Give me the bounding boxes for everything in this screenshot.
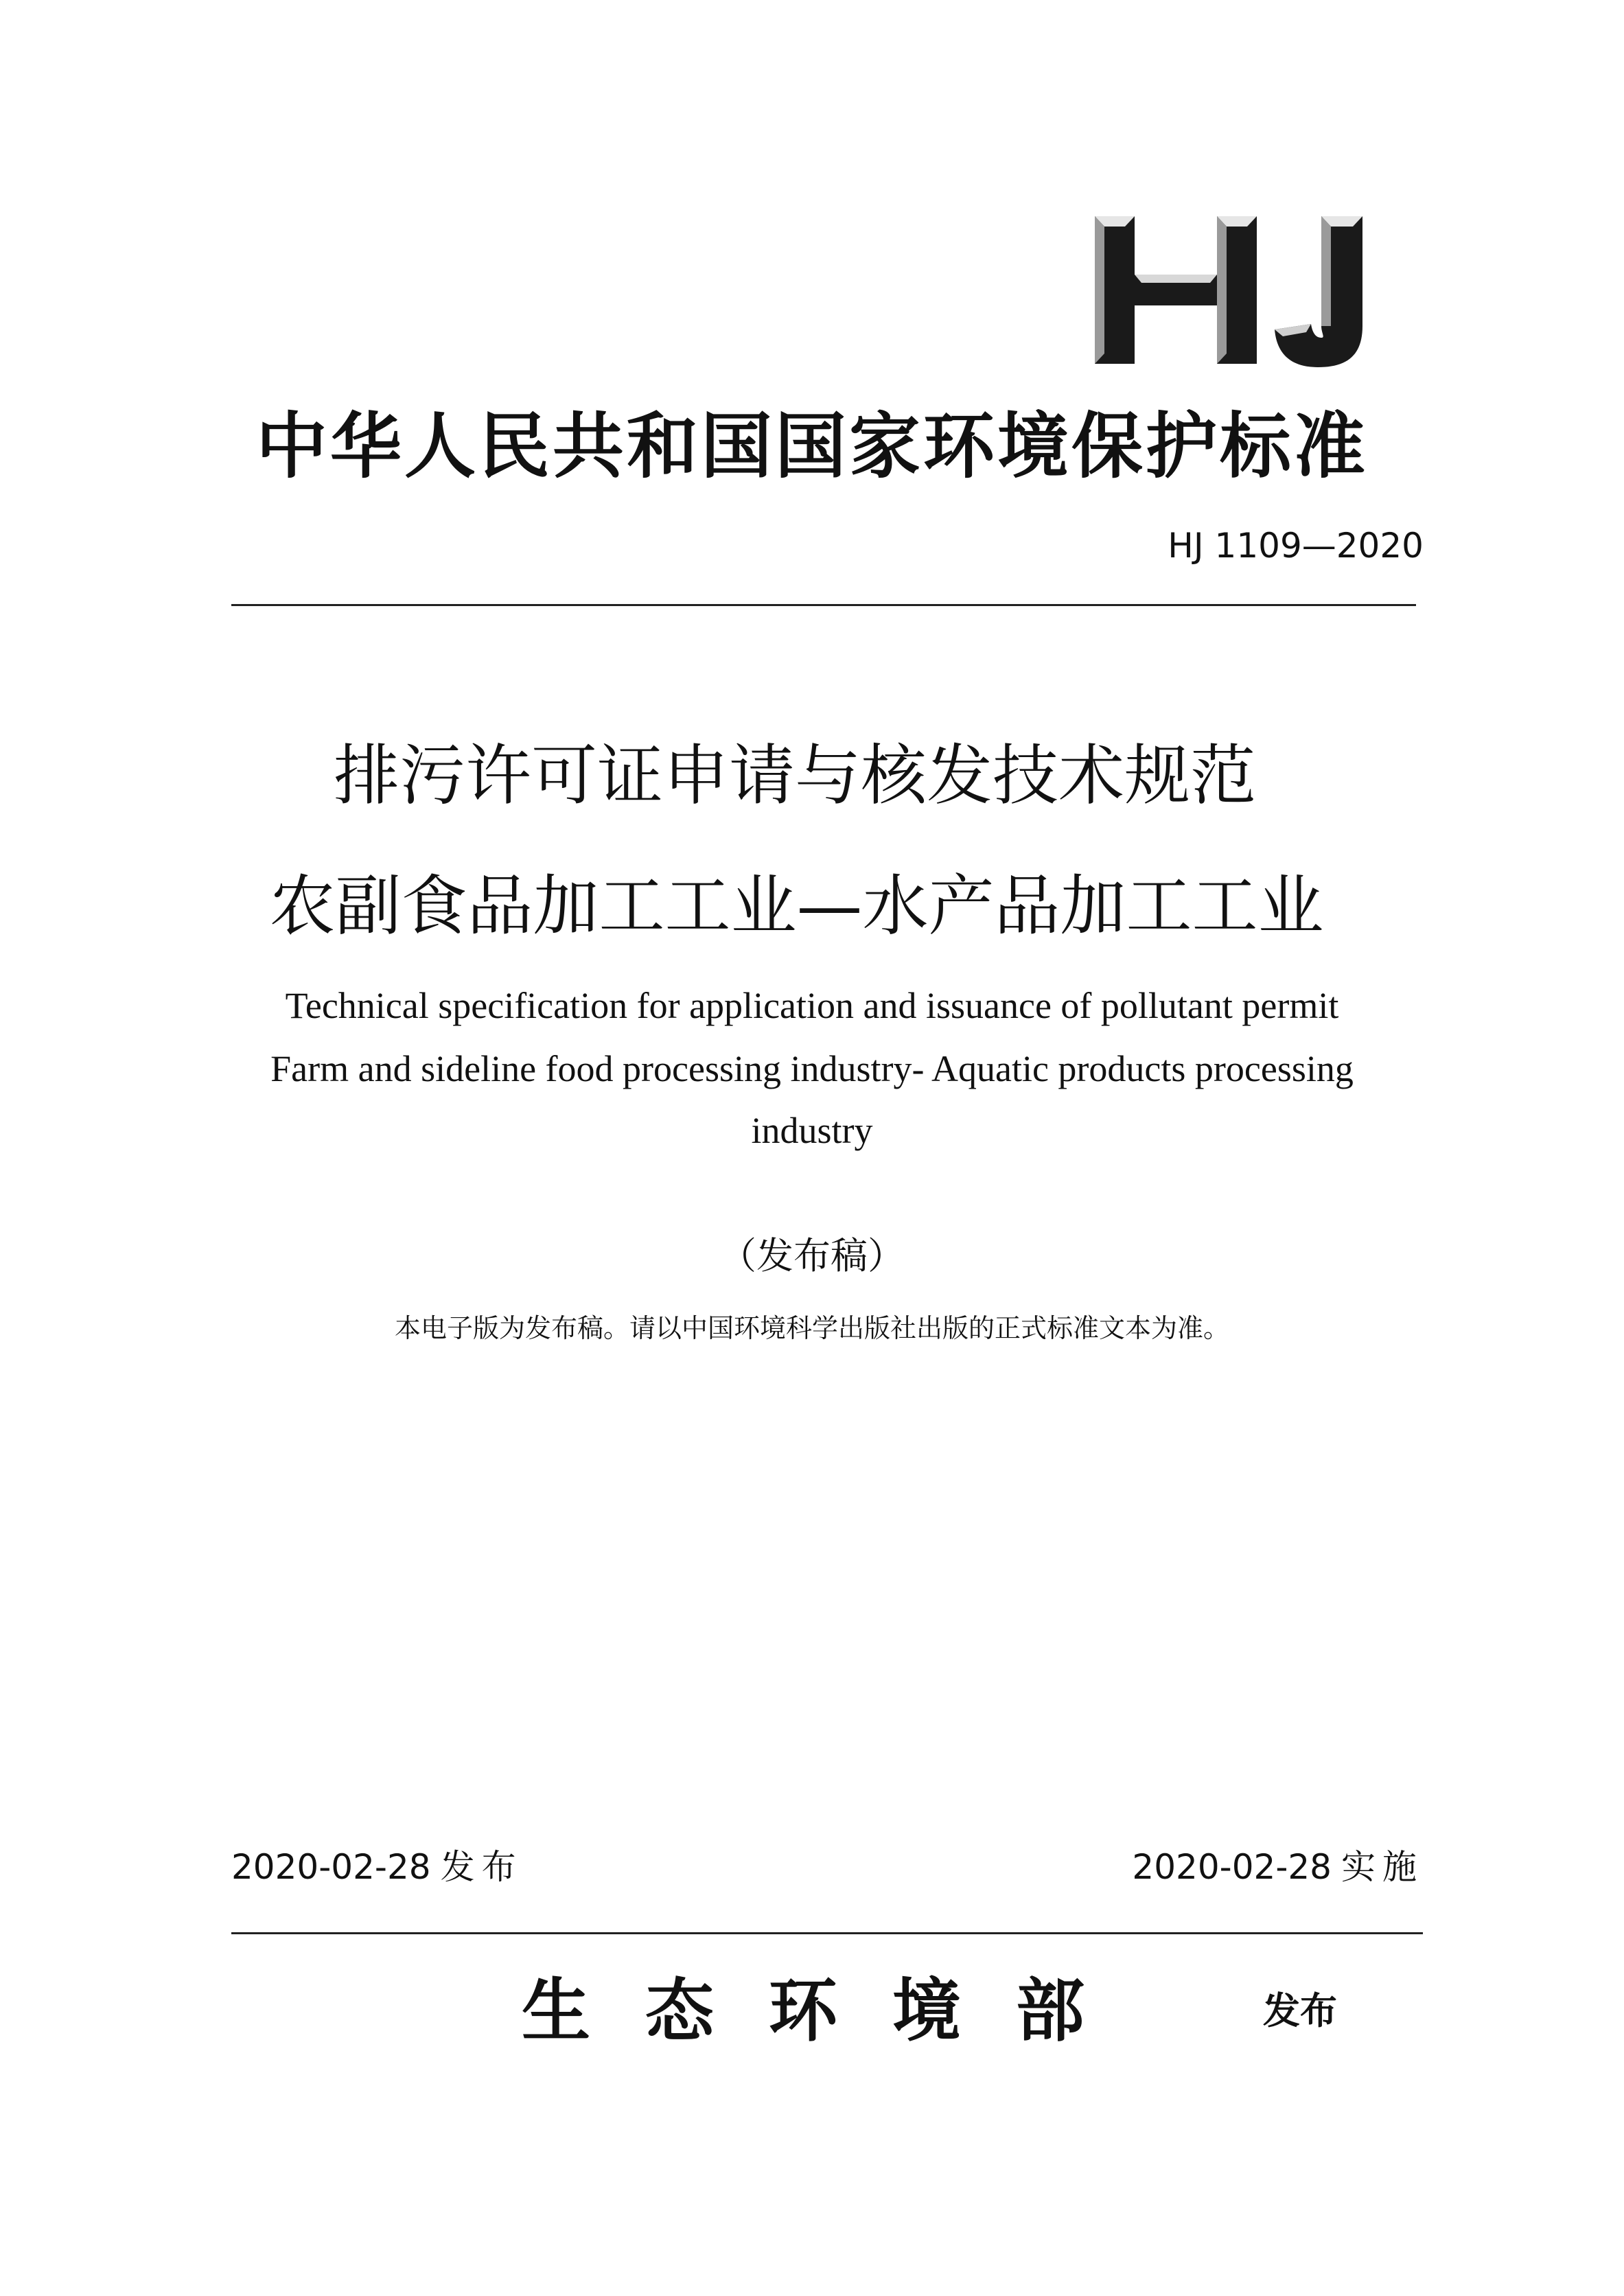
- issue-label: 发布: [440, 1847, 523, 1887]
- implementation-date: 2020-02-28: [1132, 1847, 1332, 1887]
- issuer-action: 发布: [1263, 1989, 1337, 2032]
- english-title-line-1: Technical specification for application and issuance of pollutant permit: [285, 985, 1339, 1026]
- standard-number: HJ 1109—2020: [1168, 526, 1424, 566]
- english-title-line-2: Farm and sideline food processing industry- Aquatic products processing: [270, 1048, 1354, 1089]
- issuing-ministry: 生态环境部: [522, 1971, 1139, 2051]
- implementation-date-line: [1132, 1840, 1424, 1894]
- standard-category-title: 中华人民共和国国家环境保护标准: [255, 404, 1368, 488]
- edition-note: 本电子版为发布稿。请以中国环境科学出版社出版的正式标准文本为准。: [394, 1313, 1229, 1343]
- implementation-label: 实施: [1341, 1847, 1424, 1887]
- divider: [231, 1932, 1423, 1934]
- draft-label: （发布稿）: [719, 1234, 905, 1277]
- chinese-title-line-2: 农副食品加工工业—水产品加工工业: [269, 868, 1324, 944]
- hj-logo: [1081, 206, 1383, 371]
- divider: [231, 604, 1416, 606]
- issue-date-line: [231, 1840, 523, 1894]
- english-title-line-3: industry: [751, 1110, 873, 1151]
- chinese-title-line-1: 排污许可证申请与核发技术规范: [334, 737, 1256, 814]
- issue-date: 2020-02-28: [231, 1847, 431, 1887]
